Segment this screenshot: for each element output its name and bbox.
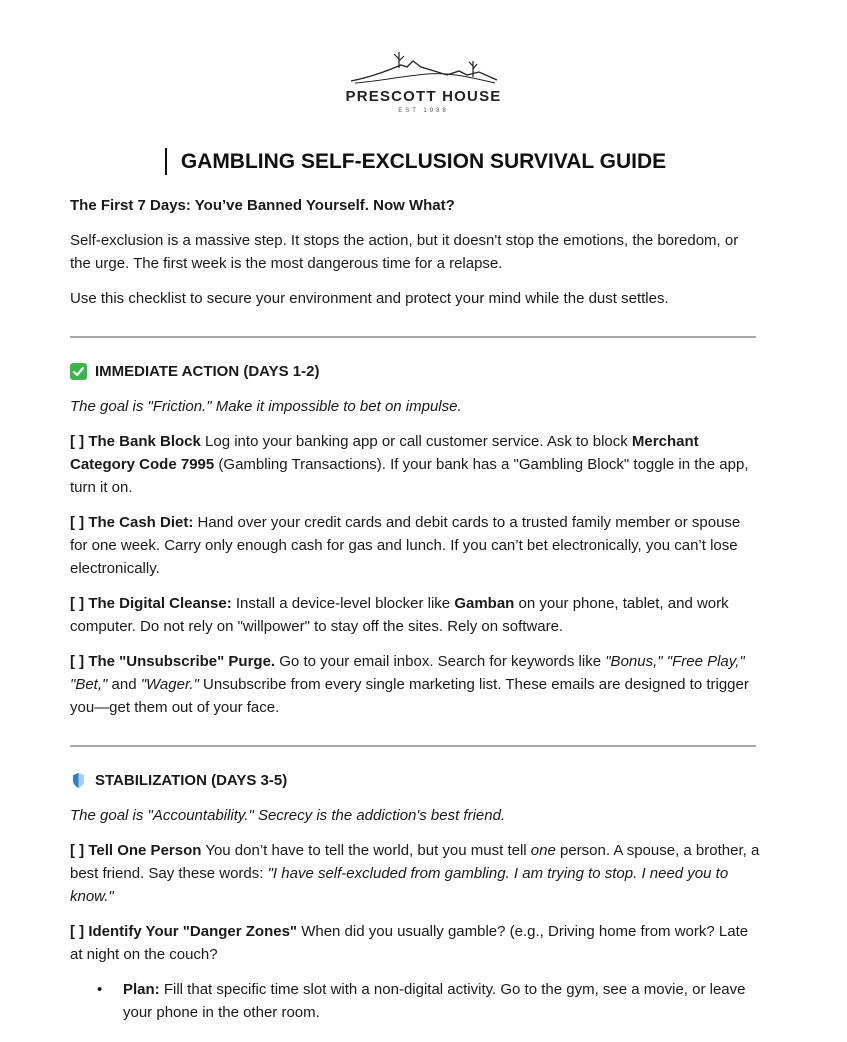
checklist-label: [ ] Identify Your "Danger Zones" bbox=[70, 923, 298, 940]
mountain-logo-icon bbox=[349, 50, 499, 86]
checklist-item-tell-one-person bbox=[70, 839, 760, 908]
checklist-item-unsubscribe-purge bbox=[70, 650, 760, 719]
section-title: STABILIZATION (DAYS 3-5) bbox=[95, 772, 288, 789]
intro-heading: The First 7 Days: You’ve Banned Yourself. Now What? bbox=[70, 197, 455, 214]
section-title: IMMEDIATE ACTION (DAYS 1-2) bbox=[95, 363, 320, 380]
shield-icon bbox=[70, 772, 87, 789]
item-text: When did you usually gamble? (e.g., Driving home from work? Late at night on the couch? bbox=[70, 923, 749, 963]
section-goal: The goal is "Accountability." Secrecy is the addiction's best friend. bbox=[70, 807, 506, 824]
checklist-label: [ ] The Cash Diet: bbox=[70, 514, 194, 531]
document-title: GAMBLING SELF-EXCLUSION SURVIVAL GUIDE bbox=[180, 150, 667, 173]
bullet-list bbox=[70, 978, 760, 1024]
list-item bbox=[97, 978, 760, 1024]
item-text: (Gambling Transactions). If your bank has a "Gambling Block" toggle in the app, turn it on. bbox=[70, 456, 749, 496]
checklist-item-digital-cleanse bbox=[70, 592, 760, 638]
section-divider bbox=[70, 745, 756, 747]
section-goal: The goal is "Friction." Make it impossible to bet on impulse. bbox=[70, 398, 462, 415]
item-text: person. A spouse, a brother, a best friend. Say these words: bbox=[70, 842, 760, 882]
document-body bbox=[70, 194, 760, 1024]
logo-name: PRESCOTT HOUSE bbox=[345, 88, 502, 105]
item-italic-text: "I have self-excluded from gambling. I am trying to stop. I need you to know." bbox=[70, 865, 729, 905]
item-italic-text: "Wager." bbox=[140, 676, 199, 693]
item-text: and bbox=[107, 676, 141, 693]
intro-paragraph-1: Self-exclusion is a massive step. It stops the action, but it doesn't stop the emotions, the boredom, or the urge. The first week is the most dangerous time for a relapse. bbox=[70, 232, 739, 272]
prescott-house-logo bbox=[0, 50, 847, 114]
checklist-item-danger-zones bbox=[70, 920, 760, 966]
bullet-icon: • bbox=[97, 981, 103, 998]
item-bold-text: Gamban bbox=[454, 595, 515, 612]
intro-paragraph-2: Use this checklist to secure your environment and protect your mind while the dust settles. bbox=[70, 290, 669, 307]
item-text: You don’t have to tell the world, but you must tell bbox=[201, 842, 531, 859]
checklist-label: [ ] The Bank Block bbox=[70, 433, 201, 450]
item-text: Hand over your credit cards and debit cards to a trusted family member or spouse for one week. Carry only enough cash for gas and lunch. If you can’t bet electronically, you can’t lose electronically. bbox=[70, 514, 741, 577]
item-text: on your phone, tablet, and work computer. Do not rely on "willpower" to stay off the sites. Rely on software. bbox=[70, 595, 729, 635]
item-italic-text: one bbox=[530, 842, 556, 859]
section-heading-stabilization bbox=[70, 769, 760, 792]
bullet-label: Plan: bbox=[123, 981, 160, 998]
checklist-item-cash-diet bbox=[70, 511, 760, 580]
logo-established: EST 1988 bbox=[398, 108, 449, 114]
item-text: Fill that specific time slot with a non-digital activity. Go to the gym, see a movie, or leave your phone in the other room. bbox=[123, 981, 746, 1021]
item-text: Log into your banking app or call customer service. Ask to block bbox=[200, 433, 632, 450]
item-text: Unsubscribe from every single marketing list. These emails are designed to trigger you—get them out of your face. bbox=[70, 676, 749, 716]
item-text: Go to your email inbox. Search for keywords like bbox=[275, 653, 606, 670]
item-text: Install a device-level blocker like bbox=[231, 595, 455, 612]
item-bold-text: Merchant Category Code 7995 bbox=[70, 433, 699, 473]
checklist-label: [ ] Tell One Person bbox=[70, 842, 202, 859]
item-italic-text: "Bonus," "Free Play," "Bet," bbox=[70, 653, 745, 693]
checklist-label: [ ] The "Unsubscribe" Purge. bbox=[70, 653, 276, 670]
section-heading-immediate bbox=[70, 360, 760, 383]
checklist-item-bank-block bbox=[70, 430, 760, 499]
check-mark-icon bbox=[70, 363, 87, 380]
checklist-label: [ ] The Digital Cleanse: bbox=[70, 595, 232, 612]
section-divider bbox=[70, 336, 756, 338]
